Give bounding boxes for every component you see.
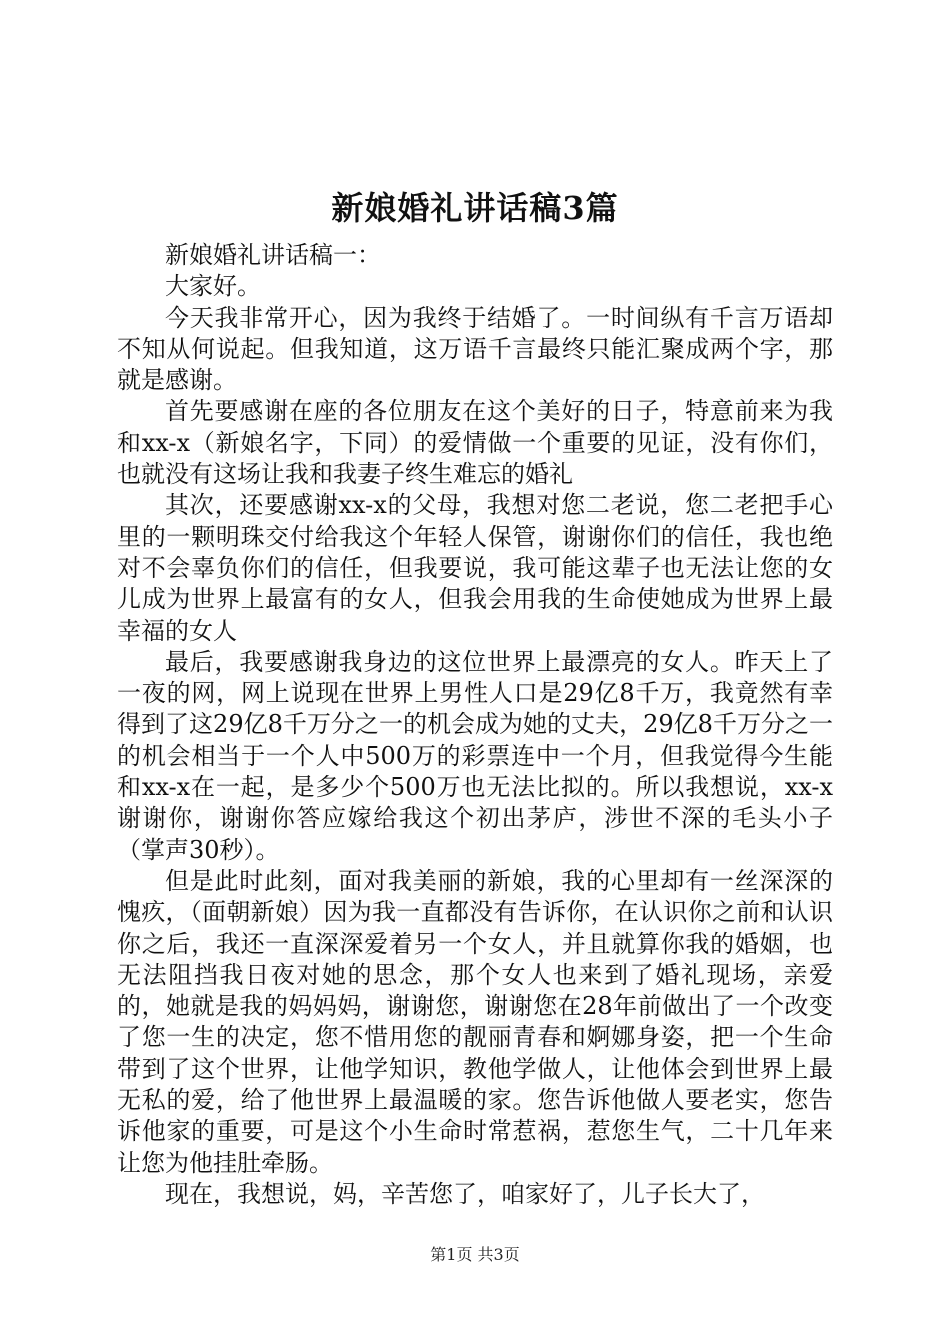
paragraph: 新娘婚礼讲话稿一： xyxy=(165,241,381,269)
page-footer: 第1页 共3页 xyxy=(430,1245,520,1264)
document-body xyxy=(117,240,833,1210)
paragraph: 今天我非常开心，因为我终于结婚了。一时间纵有千言万语却不知从何说起。但我知道，这万语千言最终只能汇聚成两个字，那就是感谢。 xyxy=(117,303,833,395)
paragraph: 最后，我要感谢我身边的这位世界上最漂亮的女人。昨天上了一夜的网，网上说现在世界上男性人口是29亿8千万，我竟然有幸得到了这29亿8千万分之一的机会成为她的丈夫，29亿8千万分之一的机会相当于一个人中500万的彩票连中一个月，但我觉得今生能和xx-x在一起，是多少个500万也无法比拟的。所以我想说，xx-x谢谢你，谢谢你答应嫁给我这个初出茅庐，涉世不深的毛头小子（掌声30秒）。 xyxy=(117,647,833,864)
paragraph: 大家好。 xyxy=(165,272,261,301)
paragraph: 其次，还要感谢xx-x的父母，我想对您二老说，您二老把手心里的一颗明珠交付给我这个年轻人保管，谢谢你们的信任，我也绝对不会辜负你们的信任，但我要说，我可能这辈子也无法让您的女儿成为世界上最富有的女人，但我会用我的生命使她成为世界上最幸福的女人 xyxy=(117,491,833,645)
document-title: 新娘婚礼讲话稿3篇 xyxy=(331,189,619,227)
paragraph: 但是此时此刻，面对我美丽的新娘，我的心里却有一丝深深的愧疚，（面朝新娘）因为我一直都没有告诉你，在认识你之前和认识你之后，我还一直深深爱着另一个女人，并且就算你我的婚姻，也无法阻挡我日夜对她的思念，那个女人也来到了婚礼现场，亲爱的，她就是我的妈妈妈，谢谢您，谢谢您在28年前做出了一个改变了您一生的决定，您不惜用您的靓丽青春和婀娜身姿，把一个生命带到了这个世界，让他学知识，教他学做人，让他体会到世界上最无私的爱，给了他世界上最温暖的家。您告诉他做人要老实，您告诉他家的重要，可是这个小生命时常惹祸，惹您生气，二十几年来让您为他挂肚牵肠。 xyxy=(117,866,833,1177)
paragraph: 首先要感谢在座的各位朋友在这个美好的日子，特意前来为我和xx-x（新娘名字，下同）的爱情做一个重要的见证，没有你们，也就没有这场让我和我妻子终生难忘的婚礼 xyxy=(117,397,833,489)
paragraph: 现在，我想说，妈，辛苦您了，咱家好了，儿子长大了， xyxy=(165,1179,765,1208)
